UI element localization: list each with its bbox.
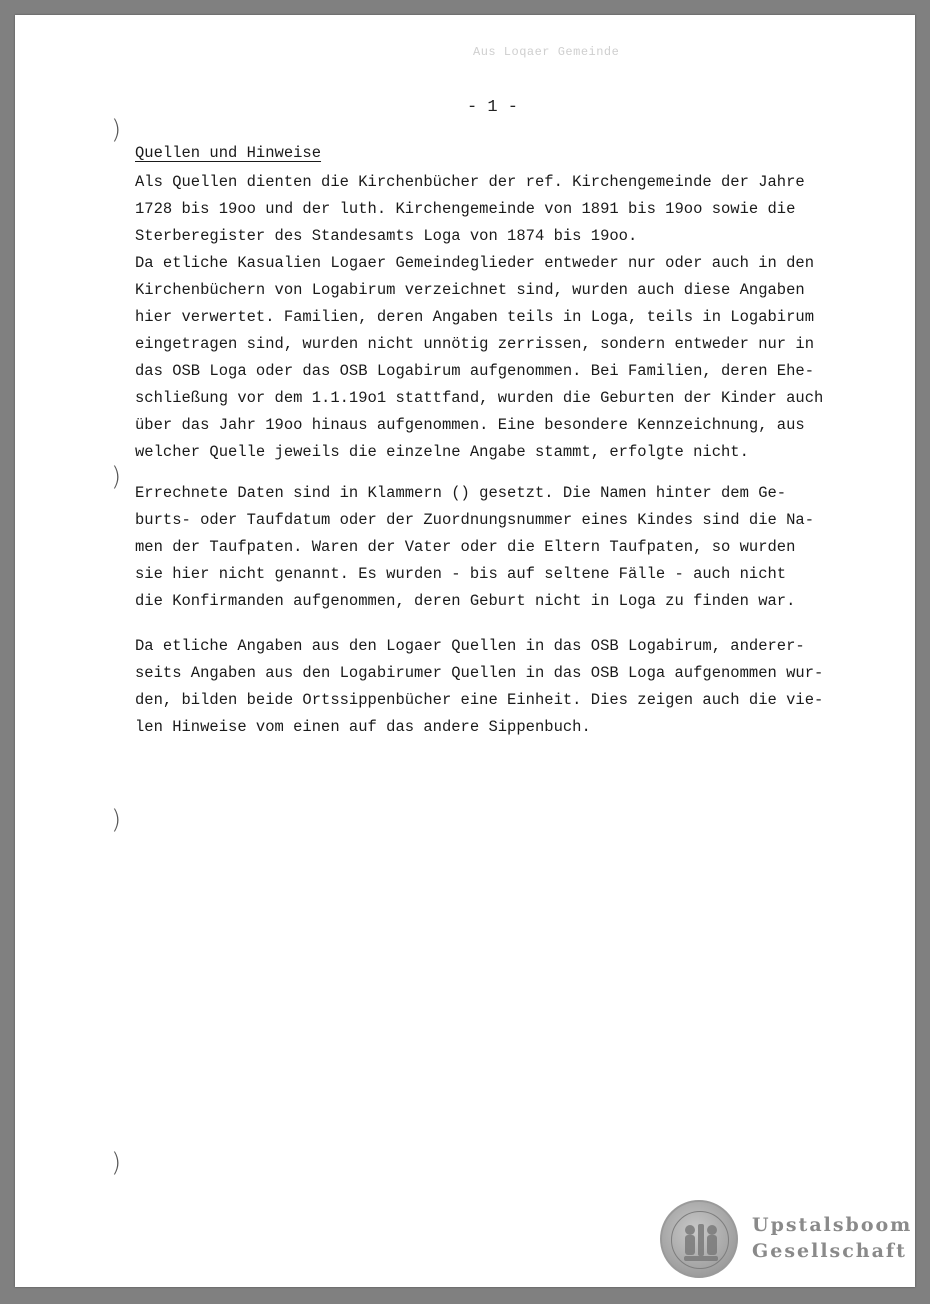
- text-line: Kirchenbüchern von Logabirum verzeichnet sind, wurden auch diese Angaben: [135, 281, 805, 299]
- text-line: sie hier nicht genannt. Es wurden - bis auf seltene Fälle - auch nicht: [135, 565, 787, 583]
- text-line: len Hinweise vom einen auf das andere Sippenbuch.: [135, 718, 591, 736]
- punch-hole-icon: ): [111, 805, 122, 835]
- document-page: [15, 15, 915, 1287]
- text-line: den, bilden beide Ortssippenbücher eine Einheit. Dies zeigen auch die vie-: [135, 691, 824, 709]
- logo-text-line2: Gesellschaft: [752, 1240, 907, 1262]
- text-line: Da etliche Angaben aus den Logaer Quellen in das OSB Logabirum, anderer-: [135, 637, 805, 655]
- text-line: men der Taufpaten. Waren der Vater oder die Eltern Taufpaten, so wurden: [135, 538, 796, 556]
- text-line: eingetragen sind, wurden nicht unnötig zerrissen, sondern entweder nur in: [135, 335, 815, 353]
- text-line: burts- oder Taufdatum oder der Zuordnungsnummer eines Kindes sind die Na-: [135, 511, 815, 529]
- text-line: die Konfirmanden aufgenommen, deren Geburt nicht in Loga zu finden war.: [135, 592, 796, 610]
- seal-icon: [660, 1200, 738, 1278]
- punch-hole-icon: ): [111, 115, 122, 145]
- paragraph-sources: [135, 169, 823, 466]
- faint-header-text: Aus Loqaer Gemeinde: [473, 45, 620, 59]
- text-line: Sterberegister des Standesamts Loga von 1874 bis 19oo.: [135, 227, 638, 245]
- punch-hole-icon: ): [111, 1148, 122, 1178]
- upstalsboom-logo: [660, 1200, 913, 1280]
- paragraph-dates: [135, 480, 814, 615]
- text-line: Errechnete Daten sind in Klammern () gesetzt. Die Namen hinter dem Ge-: [135, 484, 787, 502]
- text-line: schließung vor dem 1.1.19o1 stattfand, wurden die Geburten der Kinder auch: [135, 389, 824, 407]
- text-line: hier verwertet. Familien, deren Angaben teils in Loga, teils in Logabirum: [135, 308, 815, 326]
- text-line: welcher Quelle jeweils die einzelne Angabe stammt, erfolgte nicht.: [135, 443, 749, 461]
- paragraph-cross-reference: [135, 633, 823, 741]
- text-line: 1728 bis 19oo und der luth. Kirchengemeinde von 1891 bis 19oo sowie die: [135, 200, 796, 218]
- text-line: seits Angaben aus den Logabirumer Quellen in das OSB Loga aufgenommen wur-: [135, 664, 824, 682]
- text-line: über das Jahr 19oo hinaus aufgenommen. Eine besondere Kennzeichnung, aus: [135, 416, 805, 434]
- text-line: Da etliche Kasualien Logaer Gemeindeglieder entweder nur oder auch in den: [135, 254, 815, 272]
- punch-hole-icon: ): [111, 462, 122, 492]
- logo-text-line1: Upstalsboom: [752, 1214, 913, 1236]
- page-number: - 1 -: [467, 98, 519, 117]
- section-heading: Quellen und Hinweise: [135, 144, 322, 162]
- text-line: Als Quellen dienten die Kirchenbücher der ref. Kirchengemeinde der Jahre: [135, 173, 805, 191]
- text-line: das OSB Loga oder das OSB Logabirum aufgenommen. Bei Familien, deren Ehe-: [135, 362, 815, 380]
